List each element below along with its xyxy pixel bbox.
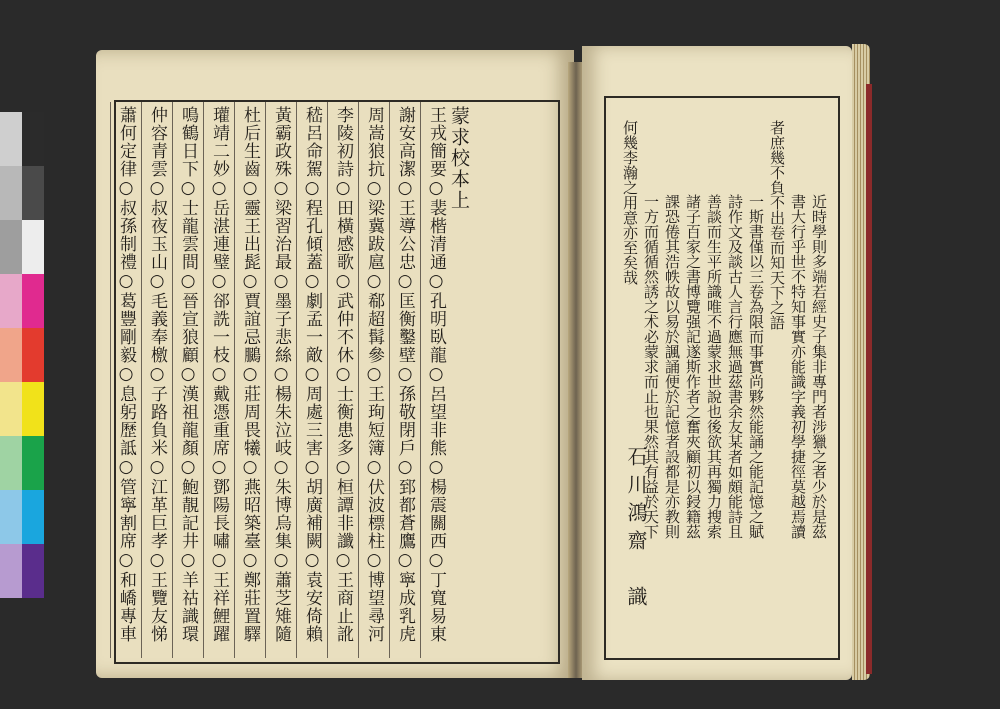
left-text-column: 李陵初詩○田橫感歌○武仲不休○士衡患多○桓譚非讖○王商止訛: [333, 106, 353, 643]
left-page: [96, 50, 574, 678]
right-text-column: 課恐倦其浩帙故以易於諷誦便於記憶者設都是亦教則: [663, 194, 681, 539]
color-swatch: [22, 112, 44, 166]
color-swatch: [0, 220, 22, 274]
right-text-column: 詩作文及談古人言行應無過茲書余友某者如頗能詩且: [726, 194, 744, 539]
column-rule: [296, 102, 297, 658]
left-text-column: 周嵩狼抗○梁冀跋扈○郗超髯參○王珣短簿○伏波標柱○博望尋河: [364, 106, 384, 643]
color-swatch: [22, 544, 44, 598]
left-page-title: 蒙求校本上: [448, 106, 470, 211]
color-swatch: [22, 220, 44, 274]
color-swatch: [22, 274, 44, 328]
left-text-column: 蕭何定律○叔孫制禮○葛豐剛毅○息躬歷詆○管寧割席○和嶠專車: [116, 106, 136, 643]
left-text-column: 鳴鶴日下○士龍雲間○晉宣狼顧○漢祖龍顏○鮑靚記井○羊祜識環: [178, 106, 198, 643]
right-text-column: 何幾李瀚之用意亦至矣哉: [621, 120, 639, 285]
column-rule: [389, 102, 390, 658]
preface-signature: 石川鴻齋 識: [624, 446, 648, 614]
color-swatch: [0, 166, 22, 220]
book-red-edge: [866, 84, 872, 674]
right-text-column: 一方而循循然誘之术必蒙求而止也果然其有益於天下: [642, 194, 660, 539]
color-swatch: [22, 436, 44, 490]
right-text-column: 書大行乎世不特知事實亦能識字義初學捷徑莫越焉讀: [789, 194, 807, 539]
color-swatch: [0, 436, 22, 490]
color-swatch: [0, 490, 22, 544]
left-text-column: 仲容青雲○叔夜玉山○毛義奉檄○子路負米○江革巨孝○王覽友悌: [147, 106, 167, 643]
right-text-column: 諸子百家之書博覽强記遂斯作者之奮夾顧初以鋟籍茲: [684, 194, 702, 539]
color-swatch: [0, 274, 22, 328]
color-swatch: [22, 166, 44, 220]
right-text-column: 者庶幾不負不出卷而知天下之語: [768, 120, 786, 330]
left-text-column: 黃霸政殊○梁習治最○墨子悲絲○楊朱泣岐○朱博烏集○蕭芝雉隨: [271, 106, 291, 643]
column-rule: [327, 102, 328, 658]
color-calibration-chart: [0, 112, 44, 600]
column-rule: [203, 102, 204, 658]
left-text-column: 嵇呂命駕○程孔傾蓋○劇孟一敵○周處三害○胡廣補闕○袁安倚賴: [302, 106, 322, 643]
right-text-column: 善談而生平所識唯不過蒙求世說也後欲其再獨力搜索: [705, 194, 723, 539]
open-book: [96, 44, 876, 684]
column-rule: [358, 102, 359, 658]
left-text-column: 謝安高潔○王導公忠○匡衡鑿壁○孫敬閉戶○郅都蒼鷹○寧成乳虎: [395, 106, 415, 643]
color-swatch: [22, 490, 44, 544]
column-rule: [234, 102, 235, 658]
color-swatch: [0, 112, 22, 166]
column-rule: [172, 102, 173, 658]
right-text-column: 一斯書僅以三卷為限而事實尚夥然能誦之能記憶之賦: [747, 194, 765, 539]
left-text-column: 瓘靖二妙○岳湛連璧○郤詵一枝○戴憑重席○鄧陽長嘯○王祥鯉躍: [209, 106, 229, 643]
column-rule: [110, 102, 111, 658]
color-swatch: [0, 328, 22, 382]
left-text-column: 杜后生齒○靈王出髭○賈誼忌鵩○莊周畏犧○燕昭築臺○鄭莊置驛: [240, 106, 260, 643]
column-rule: [141, 102, 142, 658]
right-text-column: 近時學則多端若經史子集非專門者涉獵之者少於是茲: [810, 194, 828, 539]
color-swatch: [22, 382, 44, 436]
column-rule: [265, 102, 266, 658]
column-rule: [420, 102, 421, 658]
color-swatch: [0, 382, 22, 436]
color-swatch: [0, 544, 22, 598]
right-page: [582, 46, 852, 680]
color-swatch: [22, 328, 44, 382]
left-text-column: 王戎簡要○裴楷清通○孔明臥龍○呂望非熊○楊震關西○丁寬易東: [426, 106, 446, 643]
